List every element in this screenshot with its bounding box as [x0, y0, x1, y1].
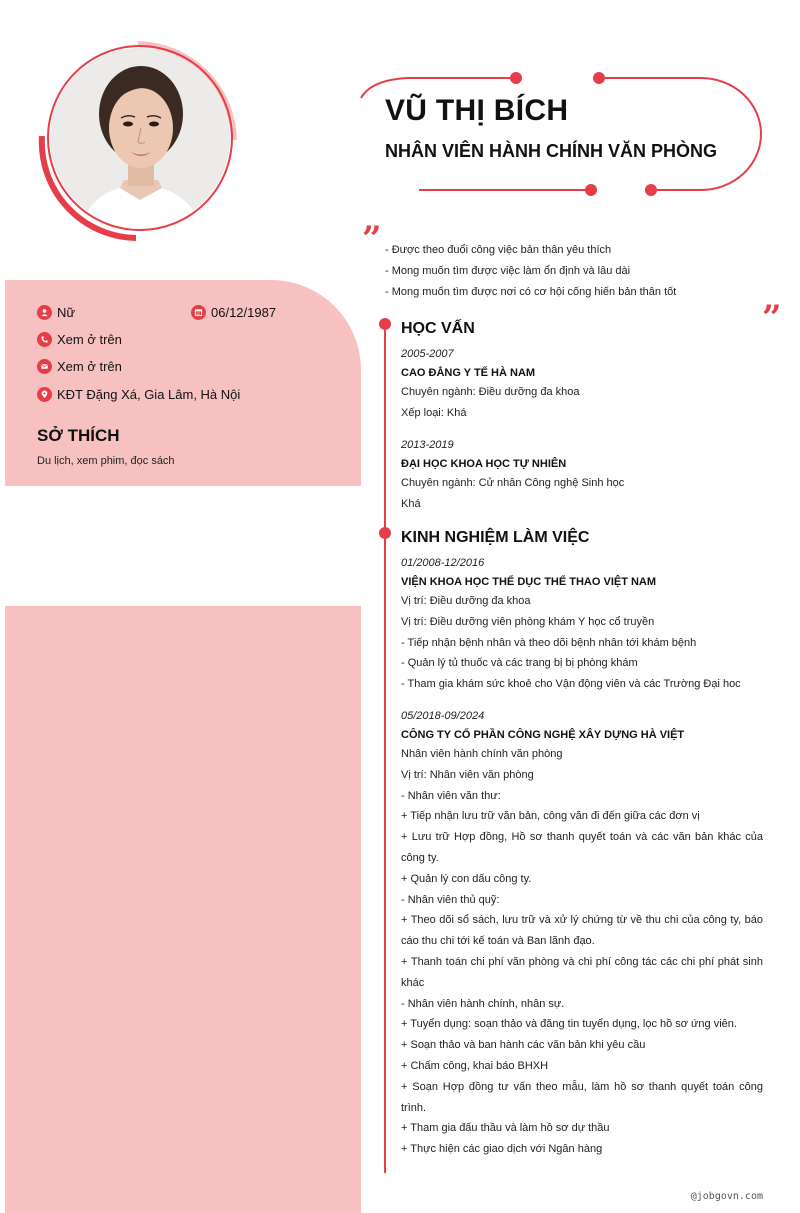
phone-value: Xem ở trên — [57, 332, 122, 347]
avatar — [36, 40, 240, 244]
hobbies-text: Du lịch, xem phim, đọc sách — [37, 455, 175, 467]
experience-detail: + Theo dõi sổ sách, lưu trữ và xử lý chứng từ về thu chi của công ty, báo cáo thu chi tới kế toán và Ban lãnh đạo. — [401, 914, 763, 948]
education-entry — [401, 435, 763, 515]
education-period: 2005-2007 — [401, 348, 454, 360]
education-detail: Khá — [401, 497, 421, 510]
education-detail: Xếp loại: Khá — [401, 406, 467, 419]
hobbies-title: SỞ THÍCH — [37, 426, 120, 445]
company-name: CÔNG TY CỔ PHẦN CÔNG NGHỆ XÂY DỰNG HÀ VIỆT — [401, 729, 685, 741]
email-value: Xem ở trên — [57, 359, 122, 374]
experience-detail: - Nhân viên hành chính, nhân sự. — [401, 997, 565, 1010]
experience-detail: + Tham gia đấu thầu và làm hồ sơ dự thầu — [401, 1122, 610, 1135]
address-info — [37, 387, 240, 402]
experience-detail: + Thanh toán chi phí văn phòng và chi phí công tác các chi phí phát sinh khác — [401, 955, 763, 989]
education-period: 2013-2019 — [401, 439, 454, 451]
gender-info — [37, 305, 75, 320]
education-title: HỌC VẤN — [401, 320, 475, 337]
timeline-line — [384, 323, 386, 1173]
quote-open-icon: ” — [362, 219, 382, 259]
email-info — [37, 359, 122, 374]
company-name: VIỆN KHOA HỌC THỂ DỤC THỂ THAO VIỆT NAM — [401, 576, 657, 588]
experience-detail: - Tiếp nhận bệnh nhân và theo dõi bệnh nhân tới khám bệnh — [401, 636, 697, 649]
experience-detail: + Quản lý con dấu công ty. — [401, 872, 532, 885]
experience-detail: - Nhân viên thủ quỹ: — [401, 893, 500, 906]
timeline-dot-education — [379, 318, 391, 330]
career-objective — [385, 240, 775, 303]
birthday-value: 06/12/1987 — [211, 305, 277, 320]
name-banner-frame — [355, 60, 775, 210]
experience-detail: + Tiếp nhận lưu trữ văn bản, công văn đi đến giữa các đơn vị — [401, 810, 700, 823]
birthday-info — [191, 305, 276, 320]
experience-detail: - Nhân viên văn thư: — [401, 789, 501, 802]
experience-period: 01/2008-12/2016 — [401, 557, 485, 569]
objective-line: - Mong muốn tìm được việc làm ổn định và lâu dài — [385, 265, 631, 277]
experience-detail: - Tham gia khám sức khoẻ cho Vận động viên và các Trường Đại hoc — [401, 678, 741, 691]
experience-entry — [401, 706, 763, 1160]
experience-detail: - Quản lý tủ thuốc và các trang bị bị phòng khám — [401, 657, 638, 670]
quote-close-icon: ” — [762, 298, 782, 338]
experience-detail: Vị trí: Điều dưỡng đa khoa — [401, 595, 531, 607]
education-detail: Chuyên ngành: Cử nhân Công nghệ Sinh học — [401, 477, 625, 489]
phone-info — [37, 332, 122, 347]
location-icon — [37, 387, 52, 402]
experience-title: KINH NGHIỆM LÀM VIỆC — [401, 529, 590, 546]
school-name: CAO ĐẲNG Y TẾ HÀ NAM — [401, 367, 536, 379]
left-panel-bottom — [5, 606, 361, 1213]
school-name: ĐẠI HỌC KHOA HỌC TỰ NHIÊN — [401, 458, 567, 470]
experience-detail: Vị trí: Nhân viên văn phòng — [401, 768, 534, 781]
watermark: @jobgovn.com — [690, 1191, 763, 1202]
gender-value: Nữ — [57, 305, 76, 320]
email-icon — [37, 359, 52, 374]
experience-detail: + Lưu trữ Hợp đồng, Hồ sơ thanh quyết toán và các văn bản khác của công ty. — [401, 831, 763, 864]
education-entry — [401, 344, 763, 424]
candidate-name: VŨ THỊ BÍCH — [385, 94, 569, 127]
address-value: KĐT Đặng Xá, Gia Lâm, Hà Nội — [57, 387, 241, 402]
experience-detail: + Chấm công, khai báo BHXH — [401, 1059, 549, 1072]
profile-photo — [50, 48, 230, 228]
experience-period: 05/2018-09/2024 — [401, 710, 485, 722]
experience-entry — [401, 553, 763, 695]
experience-detail: Nhân viên hành chính văn phòng — [401, 748, 563, 760]
experience-detail: + Soạn thảo và ban hành các văn bản khi yêu cầu — [401, 1039, 646, 1052]
calendar-icon — [191, 305, 206, 320]
user-icon — [37, 305, 52, 320]
experience-detail: + Tuyển dụng: soạn thảo và đăng tin tuyển dụng, lọc hồ sơ ứng viên. — [401, 1018, 737, 1031]
phone-icon — [37, 332, 52, 347]
job-title: NHÂN VIÊN HÀNH CHÍNH VĂN PHÒNG — [385, 141, 718, 161]
experience-detail: + Thực hiện các giao dịch với Ngân hàng — [401, 1143, 603, 1156]
timeline-dot-experience — [379, 527, 391, 539]
objective-line: - Được theo đuổi công việc bản thân yêu thích — [385, 244, 612, 256]
experience-detail: + Soạn Hợp đồng tư vấn theo mẫu, làm hồ sơ thanh quyết toán công trình. — [401, 1080, 763, 1114]
experience-detail: Vị trí: Điều dưỡng viên phòng khám Y học cổ truyền — [401, 615, 655, 628]
education-detail: Chuyên ngành: Điều dưỡng đa khoa — [401, 386, 580, 398]
objective-line: - Mong muốn tìm được nơi có cơ hội cống hiến bản thân tốt — [385, 286, 677, 298]
